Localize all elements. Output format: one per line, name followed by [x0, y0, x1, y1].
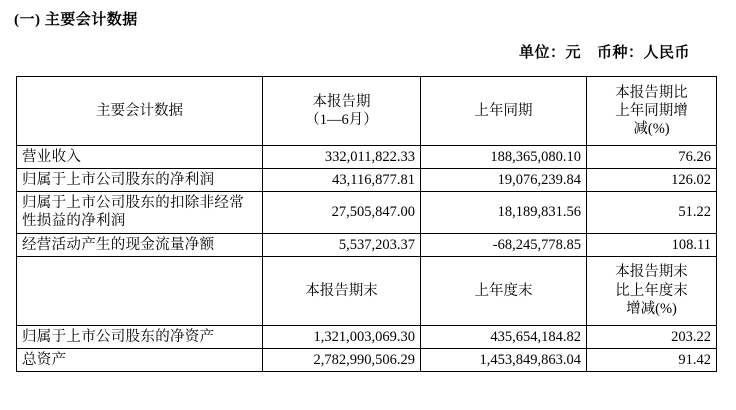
table-header-row: [17, 77, 717, 146]
page-title: (一) 主要会计数据: [14, 12, 138, 28]
row-value-prior: 18,189,831.56: [421, 192, 587, 233]
main-financial-table: [16, 76, 717, 372]
subheader-prior-text: 上年度末: [474, 282, 533, 299]
unit-currency-line: [12, 41, 690, 62]
table-row: [17, 325, 717, 348]
subheader-change-line1: 本报告期末: [615, 264, 688, 281]
header-cell-prior-period: [421, 77, 587, 146]
row-value-current: 332,011,822.33: [263, 146, 421, 169]
subheader-current-text: 本报告期末: [305, 282, 378, 299]
row-value-current: 27,505,847.00: [263, 192, 421, 233]
header-change-line2: 上年同期增: [615, 102, 688, 119]
subheader-change-line3: 增减(%): [626, 300, 677, 317]
currency-label: 币种：人民币: [596, 45, 690, 61]
table-row: [17, 233, 717, 256]
row-label: 归属于上市公司股东的净利润: [17, 169, 263, 192]
table-subheader-row: [17, 256, 717, 325]
header-current-line2: （1—6月）: [305, 112, 378, 128]
row-value-prior: 19,076,239.84: [421, 169, 587, 192]
row-value-change: 76.26: [587, 146, 717, 169]
row-value-prior: 1,453,849,863.04: [421, 348, 587, 371]
row-label: 营业收入: [17, 146, 263, 169]
row-value-change: 51.22: [587, 192, 717, 233]
subheader-cell-prior-year-end: [421, 256, 587, 325]
row-label: 经营活动产生的现金流量净额: [17, 233, 263, 256]
row-value-current: 1,321,003,069.30: [263, 325, 421, 348]
subheader-cell-label: [17, 256, 263, 325]
row-value-change: 108.11: [587, 233, 717, 256]
header-current-line1: 本报告期: [312, 93, 371, 110]
header-change-line1: 本报告期比: [615, 84, 688, 101]
table-row: [17, 192, 717, 233]
header-change-line3: 减(%): [633, 121, 670, 138]
row-value-prior: 188,365,080.10: [421, 146, 587, 169]
table-row: [17, 348, 717, 371]
row-value-change: 203.22: [587, 325, 717, 348]
row-label: 总资产: [17, 348, 263, 371]
subheader-cell-change: [587, 256, 717, 325]
header-cell-current-period: [263, 77, 421, 146]
row-value-current: 2,782,990,506.29: [263, 348, 421, 371]
unit-label: 单位：元: [518, 45, 581, 61]
row-value-current: 5,537,203.37: [263, 233, 421, 256]
row-value-current: 43,116,877.81: [263, 169, 421, 192]
row-value-prior: -68,245,778.85: [421, 233, 587, 256]
row-value-change: 91.42: [587, 348, 717, 371]
header-cell-label: [17, 77, 263, 146]
row-label: 归属于上市公司股东的扣除非经常性损益的净利润: [17, 192, 263, 233]
header-cell-change: [587, 77, 717, 146]
row-value-prior: 435,654,184.82: [421, 325, 587, 348]
header-label-text: 主要会计数据: [96, 102, 183, 119]
subheader-change-line2: 比上年度末: [615, 282, 688, 299]
row-value-change: 126.02: [587, 169, 717, 192]
table-row: [17, 146, 717, 169]
header-prior-text: 上年同期: [474, 102, 533, 119]
row-label: 归属于上市公司股东的净资产: [17, 325, 263, 348]
table-row: [17, 169, 717, 192]
subheader-cell-period-end: [263, 256, 421, 325]
